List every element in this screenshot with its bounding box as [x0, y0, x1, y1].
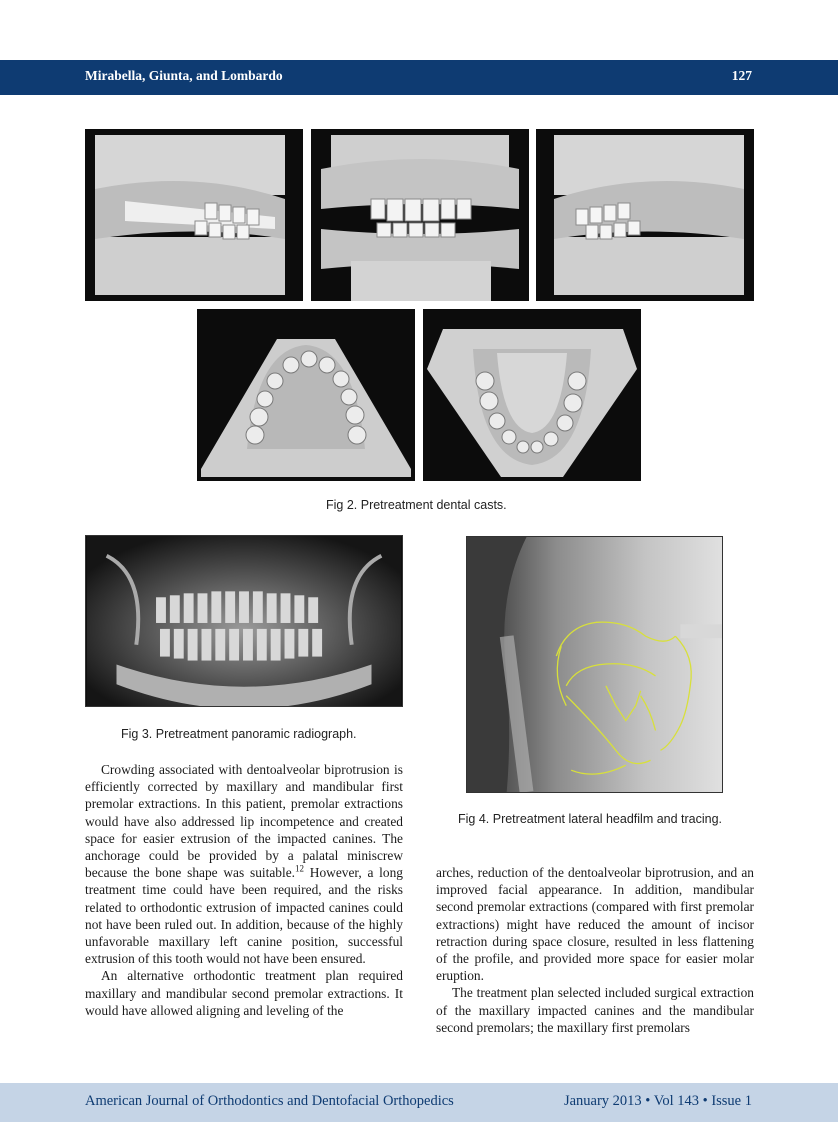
reference-12: 12	[295, 863, 304, 874]
cast-right-lateral-photo	[85, 129, 303, 301]
header-authors: Mirabella, Giunta, and Lombardo	[85, 68, 283, 83]
right-paragraph-1: arches, reduction of the dentoalveolar biprotrusion, and an improved facial appearance. In addition, mandibular second premolar extractions (compared with first premolar extractions) might have reduced the amount of incisor retraction during space closure, resulted in less flattening of the profile, and provided more space for easier molar eruption.	[436, 865, 754, 984]
issue-info: January 2013 • Vol 143 • Issue 1	[563, 1093, 752, 1109]
fig2-caption: Fig 2. Pretreatment dental casts.	[326, 498, 507, 512]
right-text-column	[436, 864, 754, 1036]
cast-mandibular-occlusal-photo	[423, 309, 641, 481]
right-paragraph-2: The treatment plan selected included surgical extraction of the maxillary impacted canines and the mandibular second premolars; the maxillary first premolars	[436, 985, 754, 1035]
running-footer	[0, 1083, 838, 1122]
left-paragraph-2: An alternative orthodontic treatment plan required maxillary and mandibular second premolar extractions. It would have allowed aligning and leveling of the	[85, 968, 403, 1018]
cast-maxillary-occlusal-photo	[197, 309, 415, 481]
journal-name: American Journal of Orthodontics and Dentofacial Orthopedics	[85, 1093, 454, 1109]
running-header	[0, 60, 838, 95]
fig3-caption: Fig 3. Pretreatment panoramic radiograph.	[121, 727, 357, 741]
left-text-column	[85, 761, 403, 1019]
cast-frontal-photo	[311, 129, 529, 301]
panoramic-radiograph	[85, 535, 403, 707]
page-number: 127	[731, 68, 752, 83]
left-paragraph-1: Crowding associated with dentoalveolar biprotrusion is efficiently corrected by maxillary and mandibular first premolar extractions. In this patient, premolar extractions would have also addressed lip incompetence and created space for easier extrusion of the impacted canines. The anchorage could be provided by a palatal miniscrew because the bone shape was suitable.$^{12}$ However, a long treatment time could have been required, and the risks related to orthodontic extrusion of impacted canines could not have been ruled out. In addition, because of the highly unfavorable maxillary left canine position, successful extrusion of this tooth would not have been ensured.	[85, 762, 403, 967]
lateral-headfilm-tracing	[466, 536, 723, 793]
cast-left-lateral-photo	[536, 129, 754, 301]
fig4-caption: Fig 4. Pretreatment lateral headfilm and tracing.	[458, 812, 723, 826]
